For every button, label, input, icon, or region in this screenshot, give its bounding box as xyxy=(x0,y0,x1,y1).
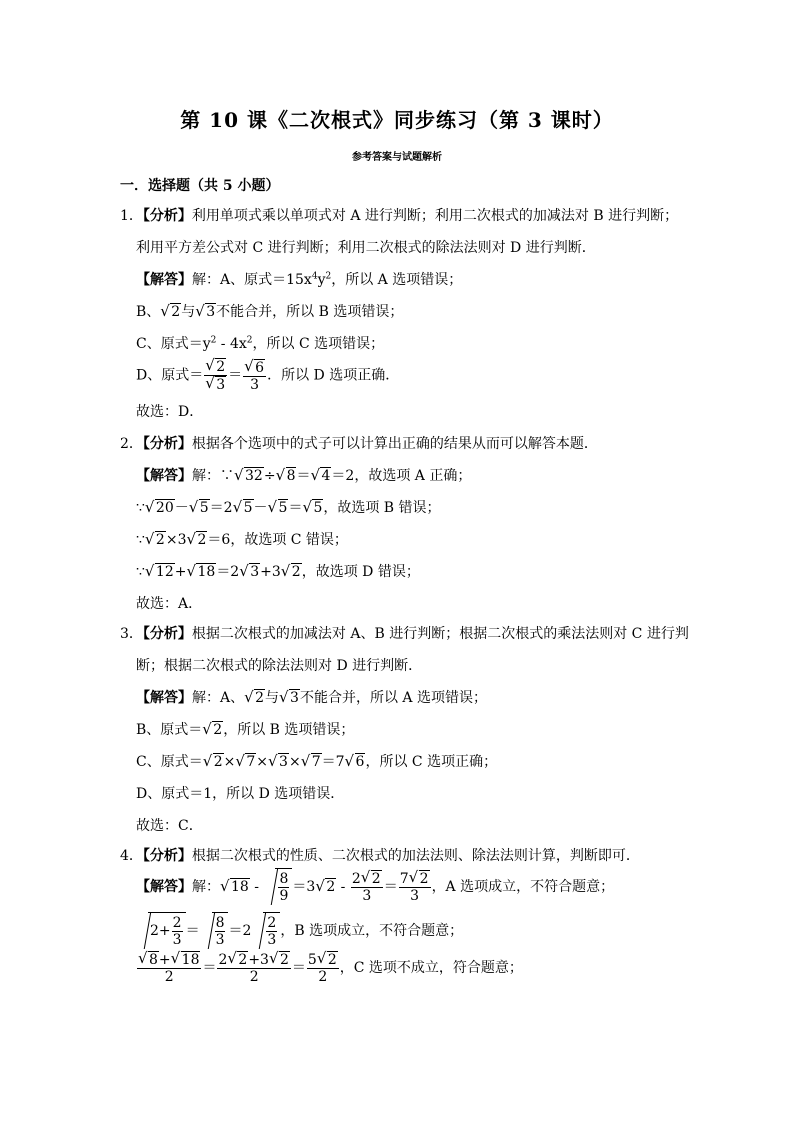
fraction xyxy=(307,951,339,985)
q2-number: 2． xyxy=(120,436,143,452)
radicand: 2 xyxy=(419,871,429,887)
q3-c-post: ，所以 C 选项正确； xyxy=(365,754,498,770)
denominator: 2 xyxy=(164,969,174,985)
section-heading: 一．选择题（共 5 小题） xyxy=(120,178,280,194)
fraction xyxy=(217,951,290,985)
page-subtitle: 参考答案与试题解析 xyxy=(352,152,442,163)
denominator: 2 xyxy=(318,969,328,985)
q4-c-post: ，C 选项不成立，符合题意； xyxy=(339,960,523,976)
big-sqrt xyxy=(200,912,229,949)
q2-a-post: ＝2，故选项 A 正确； xyxy=(331,468,472,484)
q2-d-post: ，故选项 D 错误； xyxy=(301,564,420,580)
radicand: 5 xyxy=(313,500,323,516)
denominator: 2 xyxy=(249,969,259,985)
q1-d-pre: D、原式＝ xyxy=(136,367,204,384)
q3-answer-b xyxy=(136,720,354,740)
q1-answer-a xyxy=(136,270,462,290)
q3-analysis xyxy=(120,624,689,644)
operator: +3 xyxy=(260,564,281,580)
q2-answer-c xyxy=(136,530,348,550)
equals: ＝2 xyxy=(216,564,240,580)
radicand: 7 xyxy=(246,754,256,770)
radicand: 5 xyxy=(278,500,288,516)
radicand: 6 xyxy=(255,359,265,376)
q2-choice: 故选：A． xyxy=(136,596,203,612)
operator: +3 xyxy=(248,952,269,968)
q1-analysis-tag: 【分析】 xyxy=(142,208,192,224)
numerator: 2 xyxy=(267,914,277,931)
radicand: 3 xyxy=(290,690,299,706)
operator: × xyxy=(223,754,236,770)
q3-answer-a xyxy=(136,688,487,708)
q4-analysis xyxy=(120,846,640,866)
numerator: 8 xyxy=(279,870,289,887)
radicand: 32 xyxy=(245,468,263,484)
q3-choice: 故选：C． xyxy=(136,818,203,834)
q3-b-pre: B、原式＝ xyxy=(136,722,203,738)
q4-a-pre: 解： xyxy=(192,879,220,895)
page-title: 第 10 课《二次根式》同步练习（第 3 课时） xyxy=(180,108,614,132)
operator: × xyxy=(256,754,269,770)
denominator: 9 xyxy=(279,887,289,904)
q3-analysis-text-1: 根据二次根式的加减法对 A、B 进行判断；根据二次根式的乘法法则对 C 进行判 xyxy=(191,626,689,642)
q1-choice: 故选：D． xyxy=(136,404,204,420)
radicand: 20 xyxy=(155,500,174,516)
radicand: 2 xyxy=(279,952,289,968)
radicand: 8 xyxy=(149,952,158,968)
q2-a-pre: 解：∵ xyxy=(192,468,234,484)
q1-c-sup1: 2 xyxy=(210,335,217,346)
q1-number: 1． xyxy=(120,208,143,224)
q1-c-sup2: 2 xyxy=(246,335,253,346)
operator: - xyxy=(249,879,264,895)
q3-analysis-text-2: 断；根据二次根式的除法法则对 D 进行判断． xyxy=(136,658,423,674)
q2-b-post: ，故选项 B 错误； xyxy=(323,500,441,516)
q2-analysis-text: 根据各个选项中的式子可以计算出正确的结果从而可以解答本题． xyxy=(191,436,598,452)
equals: ＝ xyxy=(383,879,398,895)
q3-answer-c xyxy=(136,752,497,772)
q1-c-mid: - 4x xyxy=(216,336,247,352)
equals: ＝2 xyxy=(228,923,252,939)
radicand: 2 xyxy=(291,564,301,580)
radicand: 2 xyxy=(213,722,223,738)
radicand: 2 xyxy=(216,359,226,375)
radicand: 2 xyxy=(238,952,248,968)
q3-a-mid: 与 xyxy=(265,690,280,706)
q3-b-post: ，所以 B 选项错误； xyxy=(223,722,355,738)
term: 2+ xyxy=(150,923,171,939)
numerator: 2 xyxy=(172,914,182,931)
equals: ＝ xyxy=(185,923,200,939)
q4-answer-b xyxy=(136,912,463,949)
equals: ＝ xyxy=(202,960,217,976)
operator: × xyxy=(288,754,301,770)
sqrt xyxy=(161,302,181,322)
q3-answer-d: D、原式＝1，所以 D 选项错误． xyxy=(136,786,345,802)
denominator: 3 xyxy=(410,888,420,904)
q1-answer-d xyxy=(136,358,399,393)
q1-d-post: ．所以 D 选项正确． xyxy=(267,367,400,384)
big-sqrt xyxy=(251,912,280,949)
operator: + xyxy=(158,952,171,968)
big-sqrt xyxy=(263,868,292,905)
operator: ÷ xyxy=(263,468,276,484)
q1-analysis xyxy=(120,206,678,226)
denominator: 3 xyxy=(250,376,260,393)
fraction xyxy=(243,359,266,393)
operator: ×3 xyxy=(165,532,187,548)
coef: 5 xyxy=(307,952,317,968)
q1-b-pre: B、 xyxy=(136,304,161,320)
q3-answer-tag: 【解答】 xyxy=(136,690,192,706)
q1-b-post: 不能合并，所以 B 选项错误； xyxy=(216,304,404,320)
fraction xyxy=(399,870,431,904)
q4-answer-a xyxy=(136,868,614,905)
radicand: 2 xyxy=(155,532,165,548)
fraction xyxy=(204,358,227,393)
radicand: 3 xyxy=(279,754,288,770)
radicand: 3 xyxy=(216,377,226,393)
q1-answer-tag: 【解答】 xyxy=(136,272,192,288)
q1-c-post: ，所以 C 选项错误； xyxy=(252,336,385,352)
big-sqrt xyxy=(136,912,186,949)
because: ∵ xyxy=(136,500,145,516)
q1-analysis-text-1: 利用单项式乘以单项式对 A 进行判断；利用二次根式的加减法对 B 进行判断； xyxy=(191,208,679,224)
q3-a-pre: 解：A、 xyxy=(192,690,245,706)
coef: 2 xyxy=(351,871,361,887)
q1-c-pre: C、原式＝y xyxy=(136,336,211,352)
equals: ＝7 xyxy=(321,754,345,770)
radicand: 2 xyxy=(197,532,207,548)
q2-answer-d xyxy=(136,562,420,582)
q1-a-mid: y xyxy=(317,272,326,288)
q2-answer-tag: 【解答】 xyxy=(136,468,192,484)
radicand: 5 xyxy=(243,500,253,516)
q1-a-text: 解：A、原式＝15x xyxy=(192,272,312,288)
radicand: 18 xyxy=(231,879,249,895)
radicand: 7 xyxy=(311,754,321,770)
radicand: 18 xyxy=(197,564,216,580)
denominator: 3 xyxy=(215,931,225,948)
q3-a-post: 不能合并，所以 A 选项错误； xyxy=(299,690,487,706)
q3-number: 3． xyxy=(120,626,143,642)
q3-c-pre: C、原式＝ xyxy=(136,754,203,770)
q4-analysis-tag: 【分析】 xyxy=(142,848,192,864)
radicand: 2 xyxy=(371,871,381,887)
because: ∵ xyxy=(136,564,145,580)
radicand: 8 xyxy=(286,468,296,484)
radicand: 2 xyxy=(327,952,337,968)
sqrt xyxy=(196,302,216,322)
operator: + xyxy=(174,564,187,580)
q1-a-sup1: 4 xyxy=(311,271,318,282)
q1-answer-c xyxy=(136,334,384,354)
coef: 2 xyxy=(218,952,228,968)
radicand: 18 xyxy=(181,952,200,968)
equals: ＝3 xyxy=(292,879,316,895)
q1-a-post: ，所以 A 选项错误； xyxy=(331,272,463,288)
radicand: 2 xyxy=(171,304,181,320)
q4-answer-c xyxy=(136,950,523,986)
radicand: 3 xyxy=(250,564,260,580)
q4-b-post: ，B 选项成立，不符合题意； xyxy=(280,923,464,939)
q1-b-mid: 与 xyxy=(181,304,196,320)
q4-answer-tag: 【解答】 xyxy=(136,879,192,895)
radicand: 12 xyxy=(155,564,174,580)
operator: - xyxy=(336,879,350,895)
coef: 7 xyxy=(399,871,409,887)
denominator: 3 xyxy=(362,888,372,904)
fraction xyxy=(351,870,383,904)
denominator: 3 xyxy=(267,931,277,948)
q2-answer-a xyxy=(136,466,471,486)
operator: － xyxy=(253,500,268,516)
q4-a-post: ，A 选项成立，不符合题意； xyxy=(431,879,615,895)
q4-analysis-text: 根据二次根式的性质、二次根式的加法法则、除法法则计算，判断即可． xyxy=(191,848,640,864)
q1-answer-b xyxy=(136,302,403,322)
q1-a-sup2: 2 xyxy=(325,271,332,282)
radicand: 6 xyxy=(355,754,365,770)
radicand: 5 xyxy=(199,500,209,516)
radicand: 4 xyxy=(321,468,331,484)
q2-analysis-tag: 【分析】 xyxy=(142,436,192,452)
radicand: 2 xyxy=(213,754,223,770)
fraction xyxy=(137,951,201,985)
denominator: 3 xyxy=(172,931,182,948)
equals: ＝ xyxy=(291,960,306,976)
equals: ＝ xyxy=(296,468,311,484)
equals: ＝2 xyxy=(209,500,233,516)
equals: ＝ xyxy=(228,367,243,384)
q4-number: 4． xyxy=(120,848,143,864)
q3-analysis-tag: 【分析】 xyxy=(142,626,192,642)
radicand: 2 xyxy=(255,690,265,706)
radicand: 3 xyxy=(206,304,216,320)
because: ∵ xyxy=(136,532,145,548)
q2-analysis xyxy=(120,434,598,454)
radicand: 2 xyxy=(326,879,336,895)
q2-c-post: ＝6，故选项 C 错误； xyxy=(207,532,348,548)
q1-analysis-text-2: 利用平方差公式对 C 进行判断；利用二次根式的除法法则对 D 进行判断． xyxy=(136,240,596,256)
q2-answer-b xyxy=(136,498,441,518)
numerator: 8 xyxy=(215,914,225,931)
operator: － xyxy=(174,500,189,516)
equals: ＝ xyxy=(288,500,303,516)
